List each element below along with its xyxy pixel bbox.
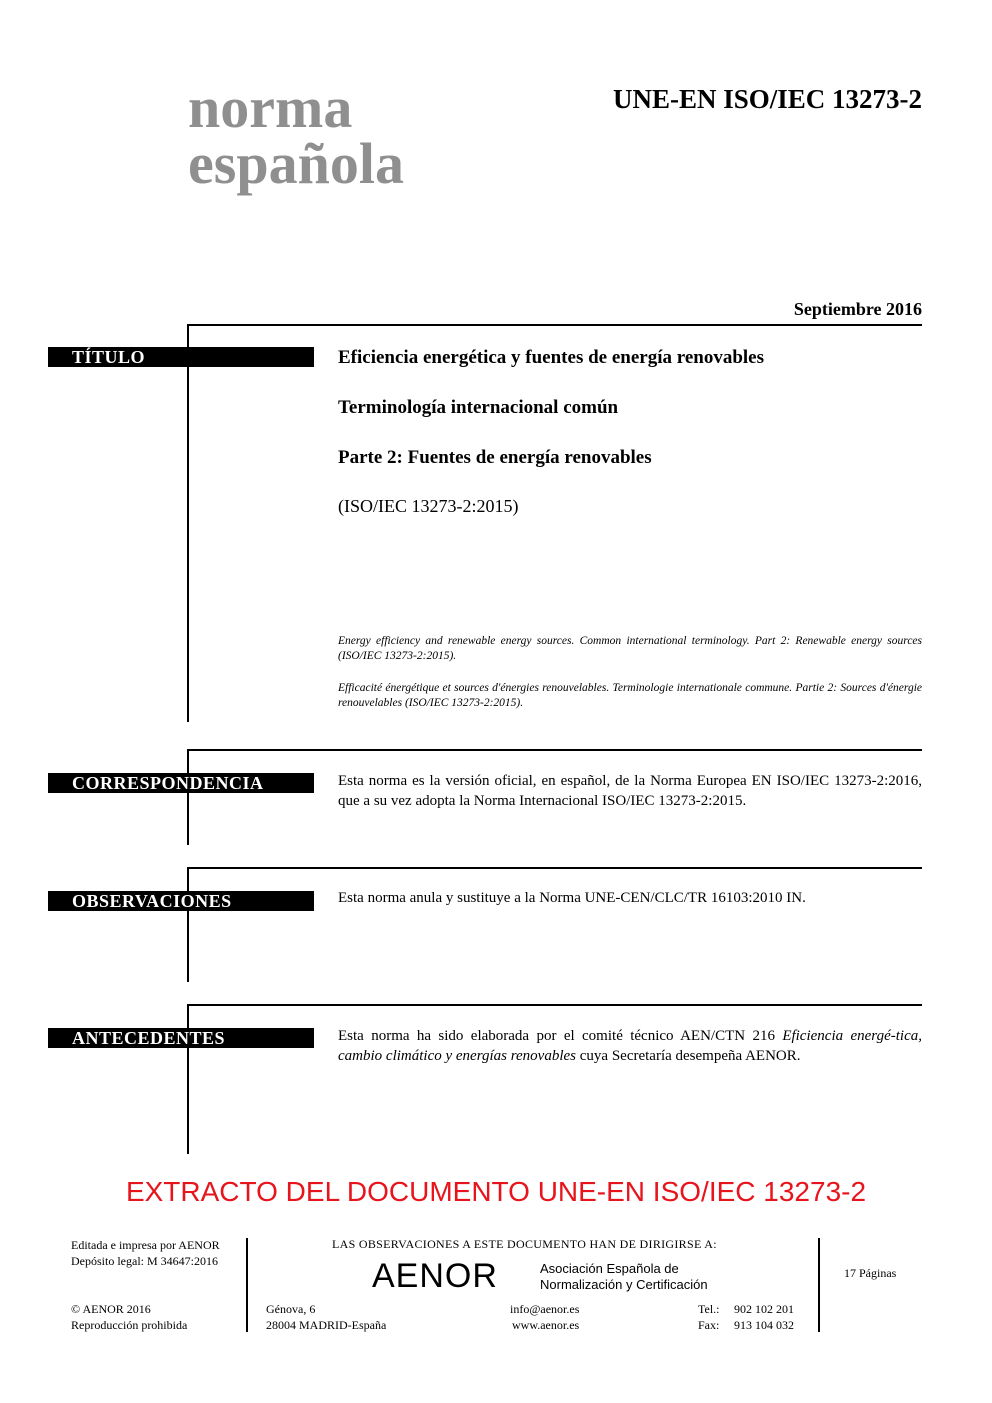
section-divider-correspondencia	[188, 749, 922, 751]
footer-observations-head: LAS OBSERVACIONES A ESTE DOCUMENTO HAN DE DIRIGIRSE A:	[332, 1237, 717, 1251]
footer-fax-label: Fax:	[698, 1318, 720, 1332]
observaciones-text: Esta norma anula y sustituye a la Norma UNE-CEN/CLC/TR 16103:2010 IN.	[338, 890, 806, 906]
antecedentes-text-end: cuya Secretaría desempeña AENOR.	[576, 1048, 801, 1064]
section-vline-titulo	[187, 324, 189, 722]
footer-deposit: Depósito legal: M 34647:2016	[71, 1254, 218, 1268]
section-divider-titulo	[188, 324, 922, 326]
brand-title	[188, 75, 404, 196]
title-line-2: Terminología internacional común	[338, 397, 619, 418]
title-english: Energy efficiency and renewable energy sources. Common international terminology. Part 2: Renewable energy sources (ISO/IEC 13273-2:2015).	[338, 635, 922, 662]
section-vline-correspondencia	[187, 749, 189, 845]
footer-tel: 902 102 201	[734, 1302, 794, 1316]
footer-edited: Editada e impresa por AENOR	[71, 1238, 220, 1252]
label-antecedentes: ANTECEDENTES	[48, 1028, 314, 1048]
title-french: Efficacité énergétique et sources d'énergies renouvelables. Terminologie internationale commune. Partie 2: Sources d'énergie renouvelables (ISO/IEC 13273-2:2015).	[338, 682, 922, 709]
aenor-logo: AENOR	[372, 1257, 498, 1295]
footer-web[interactable]: www.aenor.es	[512, 1318, 580, 1332]
antecedentes-text	[338, 1026, 922, 1066]
extract-notice: EXTRACTO DEL DOCUMENTO UNE-EN ISO/IEC 13273-2	[125, 1176, 867, 1207]
section-divider-observaciones	[188, 867, 922, 869]
footer-tel-label: Tel.:	[698, 1302, 720, 1316]
footer-pages: 17 Páginas	[844, 1266, 897, 1280]
antecedentes-committee-name: Eficiencia energé-tica, cambio climático y energías renovables	[338, 1028, 922, 1064]
org-line-2: Normalización y Certificación	[540, 1277, 708, 1292]
label-titulo: TÍTULO	[48, 347, 314, 367]
title-reference: (ISO/IEC 13273-2:2015)	[338, 496, 519, 516]
footer-copyright: © AENOR 2016	[71, 1302, 151, 1316]
footer-divider-left	[246, 1238, 248, 1332]
footer-reproduction: Reproducción prohibida	[71, 1318, 188, 1332]
section-vline-antecedentes	[187, 1004, 189, 1154]
publication-date: Septiembre 2016	[793, 299, 922, 319]
title-line-3: Parte 2: Fuentes de energía renovables	[338, 447, 652, 468]
brand-line-2: española	[188, 131, 404, 196]
standard-code: UNE-EN ISO/IEC 13273-2	[612, 84, 922, 114]
antecedentes-text-start: Esta norma ha sido elaborada por el comité técnico AEN/CTN 216	[338, 1028, 783, 1044]
section-vline-observaciones	[187, 867, 189, 982]
footer-address-1: Génova, 6	[266, 1302, 316, 1316]
footer-fax: 913 104 032	[734, 1318, 794, 1332]
footer-email[interactable]: info@aenor.es	[510, 1302, 580, 1316]
footer-address-2: 28004 MADRID-España	[266, 1318, 387, 1332]
label-observaciones: OBSERVACIONES	[48, 891, 314, 911]
section-divider-antecedentes	[188, 1004, 922, 1006]
label-correspondencia: CORRESPONDENCIA	[48, 773, 314, 793]
org-line-1: Asociación Española de	[540, 1261, 679, 1276]
footer-divider-right	[818, 1238, 820, 1332]
correspondencia-text: Esta norma es la versión oficial, en español, de la Norma Europea EN ISO/IEC 13273-2:2016, que a su vez adopta la Norma Internacional ISO/IEC 13273-2:2015.	[338, 773, 922, 809]
title-line-1: Eficiencia energética y fuentes de energía renovables	[338, 347, 764, 368]
brand-line-1: norma	[188, 75, 353, 140]
aenor-organization	[540, 1261, 708, 1293]
